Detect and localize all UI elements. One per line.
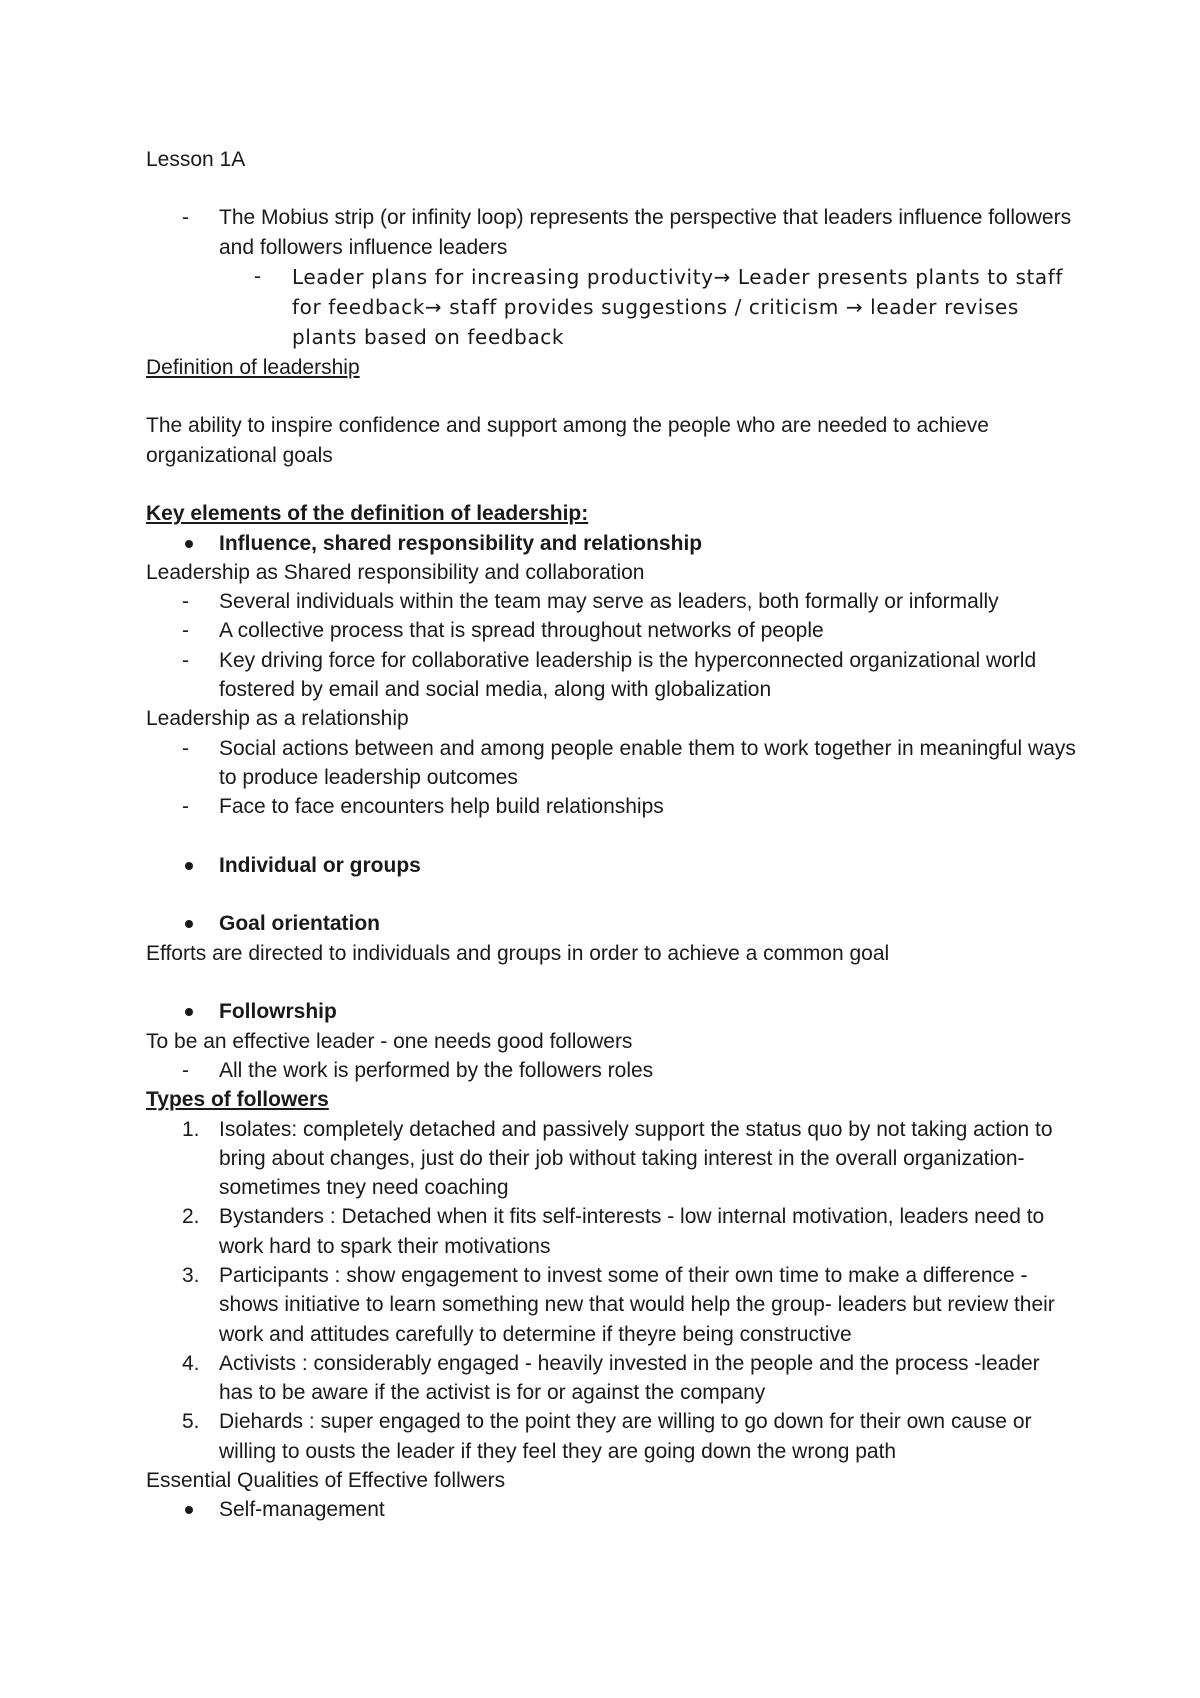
- item-number: 1.: [182, 1117, 200, 1141]
- bullet-title: Goal orientation: [219, 912, 381, 936]
- bullet-title: Individual or groups: [219, 853, 421, 877]
- numbered-item-text: Activists : considerably engaged - heavily invested in the people and the process -leader has to be aware if the activist is for or against the company: [219, 1351, 1040, 1405]
- definition-heading: Definition of leadership: [146, 355, 360, 379]
- types-heading: Types of followers: [146, 1088, 329, 1112]
- numbered-item-text: Bystanders : Detached when it fits self-interests - low internal motivation, leaders need to work hard to spark their motivations: [219, 1205, 1045, 1258]
- bullet-title: Followrship: [219, 1000, 337, 1024]
- list-item: [146, 616, 1076, 645]
- section-heading: Leadership as a relationship: [146, 707, 409, 731]
- numbered-item-text: Diehards : super engaged to the point they are willing to go down for their own cause or willing to ousts the leader if they feel they are going down the wrong path: [219, 1410, 1032, 1463]
- followership-text: To be an effective leader - one needs good followers: [146, 1029, 633, 1053]
- goal-text: Efforts are directed to individuals and groups in order to achieve a common goal: [146, 941, 890, 965]
- bullet-item: [146, 529, 1076, 558]
- item-number: 4.: [182, 1351, 200, 1375]
- item-number: 2.: [182, 1205, 200, 1229]
- numbered-item: [146, 1261, 1076, 1349]
- key-elements-heading: Key elements of the definition of leadership:: [146, 502, 589, 526]
- document-page: [146, 145, 1076, 1525]
- list-item: [146, 734, 1076, 793]
- list-item-text: All the work is performed by the followers roles: [219, 1058, 654, 1082]
- bullet-dot: [185, 540, 193, 548]
- list-item: [146, 646, 1076, 705]
- dash-marker: -: [182, 795, 189, 819]
- bullet-dot: [185, 1008, 193, 1016]
- section-heading: Leadership as Shared responsibility and collaboration: [146, 560, 645, 584]
- bullet-dot: [185, 1506, 193, 1514]
- dash-marker: -: [182, 736, 189, 760]
- lesson-title: Lesson 1A: [146, 148, 246, 171]
- sub-list-item: [146, 262, 1076, 353]
- sub-list-item-text: Leader plans for increasing productivity→ Leader presents plants to staff for feedback→ staff provides suggestions / criticism → leader revises plants based on feedback: [292, 264, 1064, 350]
- bullet-item: [146, 1495, 1076, 1524]
- list-item-text: Social actions between and among people enable them to work together in meaningful ways to produce leadership outcomes: [219, 736, 1076, 789]
- dash-marker: -: [182, 590, 189, 614]
- list-item-text: The Mobius strip (or infinity loop) represents the perspective that leaders influence followers and followers influence leaders: [219, 206, 1072, 259]
- item-number: 3.: [182, 1263, 200, 1287]
- numbered-item-text: Participants : show engagement to invest some of their own time to make a difference - shows initiative to learn something new that would help the group- leaders but review their work and attitudes carefully to determine if theyre being constructive: [219, 1263, 1055, 1346]
- bullet-dot: [185, 862, 193, 870]
- definition-text: The ability to inspire confidence and support among the people who are needed to achieve organizational goals: [146, 414, 989, 467]
- numbered-item: [146, 1349, 1076, 1408]
- list-item: [146, 1056, 1076, 1085]
- bullet-item: [146, 851, 1076, 880]
- bullet-item: [146, 997, 1076, 1026]
- list-item: [146, 203, 1076, 262]
- numbered-item: [146, 1115, 1076, 1203]
- dash-marker: -: [182, 1058, 189, 1082]
- dash-marker: -: [182, 619, 189, 643]
- item-number: 5.: [182, 1410, 200, 1434]
- dash-marker: -: [182, 206, 189, 230]
- dash-marker: -: [182, 648, 189, 672]
- numbered-item-text: Isolates: completely detached and passively support the status quo by not taking action to bring about changes, just do their job without taking interest in the overall organization- sometimes tney need coaching: [219, 1117, 1053, 1200]
- dash-marker: -: [254, 264, 261, 288]
- list-item-text: Key driving force for collaborative leadership is the hyperconnected organizational world fostered by email and social media, along with globalization: [219, 648, 1037, 702]
- list-item: [146, 792, 1076, 821]
- list-item-text: Face to face encounters help build relationships: [219, 795, 664, 819]
- bullet-dot: [185, 920, 193, 928]
- list-item-text: Several individuals within the team may serve as leaders, both formally or informally: [219, 590, 999, 614]
- numbered-item: [146, 1202, 1076, 1261]
- list-item-text: A collective process that is spread throughout networks of people: [219, 619, 824, 643]
- list-item: [146, 587, 1076, 616]
- numbered-item: [146, 1407, 1076, 1466]
- bullet-text: Self-management: [219, 1498, 385, 1522]
- bullet-item: [146, 909, 1076, 938]
- bullet-title: Influence, shared responsibility and relationship: [219, 531, 703, 555]
- qualities-heading: Essential Qualities of Effective follwers: [146, 1469, 506, 1493]
